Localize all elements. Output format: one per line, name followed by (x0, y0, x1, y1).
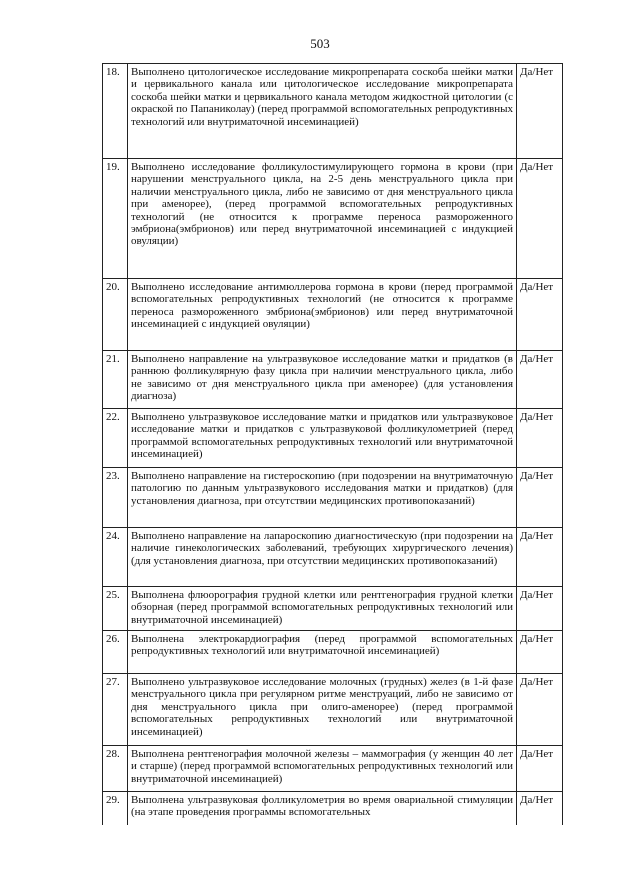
row-answer: Да/Нет (517, 674, 563, 746)
row-number: 26. (103, 631, 128, 674)
row-answer: Да/Нет (517, 159, 563, 279)
table-row (103, 64, 563, 159)
table-row (103, 409, 563, 468)
criteria-table (102, 63, 563, 825)
row-criterion-text: Выполнена рентгенография молочной железы – маммография (у женщин 40 лет и старше) (перед программой вспомогательных репродуктивных технологий или внутриматочной инсеминацией) (128, 746, 517, 792)
row-criterion-text: Выполнена флюорография грудной клетки или рентгенография грудной клетки обзорная (перед программой вспомогательных репродуктивных технологий или внутриматочной инсеминацией) (128, 587, 517, 631)
row-answer: Да/Нет (517, 746, 563, 792)
row-criterion-text: Выполнено ультразвуковое исследование матки и придатков или ультразвуковое исследование матки и придатков с ультразвуковой фолликулометрией (перед программой вспомогательных репродуктивных технологий или внутриматочной инсеминацией) (128, 409, 517, 468)
table-row (103, 631, 563, 674)
row-number: 28. (103, 746, 128, 792)
table-row (103, 351, 563, 409)
row-answer: Да/Нет (517, 279, 563, 351)
row-number: 21. (103, 351, 128, 409)
row-answer: Да/Нет (517, 468, 563, 528)
row-answer: Да/Нет (517, 64, 563, 159)
table-row (103, 746, 563, 792)
row-number: 19. (103, 159, 128, 279)
row-answer: Да/Нет (517, 528, 563, 587)
table-row (103, 279, 563, 351)
row-answer: Да/Нет (517, 792, 563, 825)
row-number: 24. (103, 528, 128, 587)
row-criterion-text: Выполнено направление на гистероскопию (при подозрении на внутриматочную патологию по данным ультразвукового исследования матки и придатков) (для установления диагноза, при отсутствии медицинских противопоказаний) (128, 468, 517, 528)
row-number: 22. (103, 409, 128, 468)
row-criterion-text: Выполнено исследование антимюллерова гормона в крови (перед программой вспомогательных репродуктивных технологий (не относится к программе переноса размороженного эмбриона(эмбрионов) или перед внутриматочной инсеминацией с индукцией овуляции) (128, 279, 517, 351)
row-criterion-text: Выполнена ультразвуковая фолликулометрия во время овариальной стимуляции (на этапе проведения программы вспомогательных (128, 792, 517, 825)
row-answer: Да/Нет (517, 409, 563, 468)
row-criterion-text: Выполнено исследование фолликулостимулирующего гормона в крови (при нарушении менструального цикла, на 2-5 день менструального цикла при наличии менструального цикла, либо не зависимо от дня менструального цикла при аменорее), (перед программой вспомогательных репродуктивных технологий (не относится к программе переноса размороженного эмбриона(эмбрионов) или перед внутриматочной инсеминацией с индукцией овуляции) (128, 159, 517, 279)
table-row (103, 674, 563, 746)
row-number: 29. (103, 792, 128, 825)
page-number: 503 (310, 36, 330, 51)
row-number: 23. (103, 468, 128, 528)
row-number: 25. (103, 587, 128, 631)
row-criterion-text: Выполнено ультразвуковое исследование молочных (грудных) желез (в 1-й фазе менструального цикла при регулярном ритме менструаций, либо не зависимо от дня менструального цикла при олиго-аменорее) (перед программой вспомогательных репродуктивных технологий или внутриматочной инсеминацией) (128, 674, 517, 746)
row-number: 20. (103, 279, 128, 351)
row-answer: Да/Нет (517, 351, 563, 409)
criteria-table-body (103, 64, 563, 825)
row-number: 27. (103, 674, 128, 746)
table-row (103, 468, 563, 528)
table-row (103, 792, 563, 825)
row-answer: Да/Нет (517, 631, 563, 674)
row-criterion-text: Выполнена электрокардиография (перед программой вспомогательных репродуктивных технологий или внутриматочной инсеминацией) (128, 631, 517, 674)
row-number: 18. (103, 64, 128, 159)
table-row (103, 528, 563, 587)
row-criterion-text: Выполнено цитологическое исследование микропрепарата соскоба шейки матки и цервикального канала или цитологическое исследование микропрепарата соскоба шейки матки и цервикального канала методом жидкостной цитологии (с окраской по Папаниколау) (перед программой вспомогательных репродуктивных технологий или внутриматочной инсеминацией) (128, 64, 517, 159)
table-row (103, 587, 563, 631)
row-criterion-text: Выполнено направление на ультразвуковое исследование матки и придатков (в раннюю фолликулярную фазу цикла при наличии менструального цикла, либо не зависимо от дня менструального цикла при аменорее) (для установления диагноза) (128, 351, 517, 409)
table-row (103, 159, 563, 279)
row-criterion-text: Выполнено направление на лапароскопию диагностическую (при подозрении на наличие гинекологических заболеваний, требующих хирургического лечения) (для установления диагноза, при отсутствии медицинских противопоказаний) (128, 528, 517, 587)
row-answer: Да/Нет (517, 587, 563, 631)
